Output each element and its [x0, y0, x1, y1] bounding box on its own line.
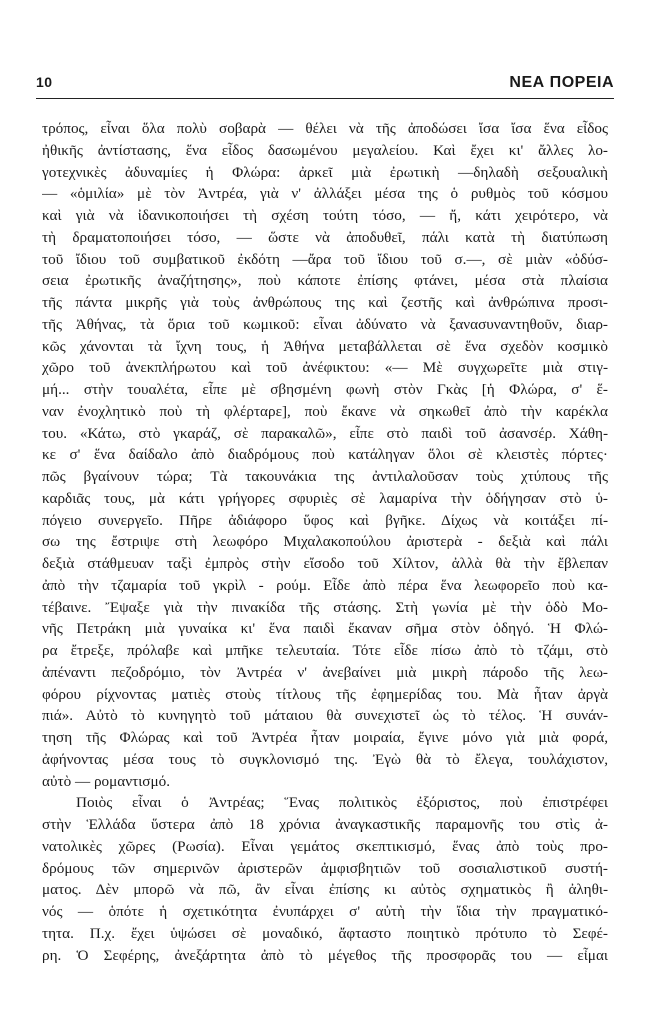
text-line: νός — ὁπότε ἡ σχετικότητα ἐνυπάρχει σ' αὐτὴ τὴν ἴδια τὴν πραγματικό- [42, 903, 608, 920]
text-line: τῆς Ἀθήνας, τὰ ὅρια τοῦ κωμικοῦ: εἶναι ἀδύνατο νὰ ξανασυναντηθοῦν, διαρ- [42, 315, 608, 333]
text-line: κῶς χάνονται τὰ ἴχνη τους, ἡ Ἀθήνα μεταβάλλεται σὲ ἕνα σχεδὸν κοσμικὸ [42, 337, 608, 355]
text-line: ἀπέναντι πεζοδρόμιο, τὸν Ἀντρέα ν' ἀνεβαίνει μιὰ μικρὴ πάροδο τῆς λεω- [42, 663, 608, 681]
text-line: τέβαινε. Ἔψαξε γιὰ τὴν πινακίδα τῆς στάσης. Στὴ γωνία μὲ τὴν ὁδὸ Μο- [42, 598, 608, 616]
text-line: μή... στὴν τουαλέτα, εἶπε μὲ σβησμένη φωνὴ στὸν Γκὰς [ἡ Φλώρα, σ' ἕ- [42, 381, 608, 398]
header-divider [36, 98, 614, 99]
text-line: τηση τῆς Φλώρας καὶ τοῦ Ἀντρέα ἦταν μοιραία, ἔγινε μόνο γιὰ μιὰ φορά, [42, 729, 608, 746]
text-line: τρόπος, εἶναι ὅλα πολὺ σοβαρὰ — θέλει νὰ τῆς ἀποδώσει ἴσα ἴσα ἕνα εἶδος [42, 120, 608, 137]
text-line: καρδιᾶς τους, μὰ κάτι γρήγορες σφυριὲς σὲ λαμαρίνα τὴν ὁδήγησαν στὸ ὑ- [42, 489, 608, 507]
page-header [36, 74, 614, 96]
text-line: Ποιὸς εἶναι ὁ Ἀντρέας; Ἕνας πολιτικὸς ἐξόριστος, ποὺ ἐπιστρέφει [76, 794, 608, 812]
text-line: τὴ δραματοποιήσει τόσο, — ὥστε νὰ ἀποδυθεῖ, πάλι κατὰ τὴ διατύπωση [42, 228, 608, 246]
text-line: δρόμους τῶν σημερινῶν ἀριστερῶν ἀμφισβητιῶν τοῦ σοσιαλιστικοῦ συστή- [42, 859, 608, 877]
text-line: τοῦ ἴδιου τοῦ συμβατικοῦ ἐκδότη —ἄρα τοῦ ἴδιου τοῦ σ.—, σὲ μιὰν «ὀδύσ- [42, 250, 608, 268]
text-line: τῆς πάντα μικρῆς γιὰ τοὺς ἀνθρώπους της καὶ ζεστῆς καὶ ἀνθρώπινα προσι- [42, 294, 608, 311]
text-line: χῶρο τοῦ ἀνεκπλήρωτου καὶ τοῦ ἀνέφικτου: «— Μὲ συγχωρεῖτε μιὰ στιγ- [42, 359, 608, 377]
text-line: ρα ἔτρεξε, πρόλαβε καὶ μπῆκε τελευταία. Τότε εἶδε πίσω ἀπὸ τὸ τζάμι, στὸ [42, 642, 608, 659]
text-line: δεξιὰ στάθμευαν ταξὶ ἐμπρὸς στὴν εἴσοδο τοῦ Χίλτον, ἀλλὰ θὰ τὴν ἔβλεπαν [42, 555, 608, 572]
text-line: σω της ἔστριψε στὴ λεωφόρο Μιχαλακοπούλου ἀριστερὰ - δεξιὰ καὶ πάλι [42, 533, 608, 551]
text-line: κε σ' ἕνα δαίδαλο ἀπὸ διαδρόμους ποὺ κατάληγαν ὅλοι σὲ κλειστὲς πόρτες· [42, 446, 608, 464]
text-line: σεια ἐρωτικῆς ἀναζήτησης», ποὺ κάποτε ἐπίσης φτάνει, μέσα στὰ πλαίσια [42, 272, 608, 290]
text-line: νῆς Πετράκη μιὰ γυναίκα κι' ἕνα παιδὶ ἔκαναν σῆμα στὸν ὁδηγό. Ἡ Φλώ- [42, 620, 608, 638]
text-line: πιά». Αὐτὸ τὸ κυνηγητὸ τοῦ μάταιου θὰ συνεχιστεῖ ὡς τὸ τέλος. Ἡ συνάν- [42, 707, 608, 725]
text-line: πῶς βγαίνουν τώρα; Τὰ τακουνάκια της ἀντιλαλοῦσαν τοὺς χτύπους τῆς [42, 468, 608, 485]
text-line: ἠθικῆς ἀντίστασης, ἕνα εἶδος δασωμένου μεγαλείου. Καὶ ἔχει κι' ἄλλες λο- [42, 141, 608, 159]
text-line: ματος. Δὲν μπορῶ νὰ πῶ, ἂν εἶναι ἐπίσης κι αὐτὸς σχηματικὸς ἢ ἀληθι- [42, 881, 608, 899]
body-text [42, 118, 608, 966]
text-line: στὴν Ἑλλάδα ὕστερα ἀπὸ 18 χρόνια ἀναγκαστικῆς παραμονῆς του στὶς ἀ- [42, 816, 608, 833]
text-line: πόγειο συνεργεῖο. Πῆρε ἀδιάφορο ὕφος καὶ βγῆκε. Δίχως νὰ κοιτάξει πί- [42, 511, 608, 529]
text-line: — «ὁμιλία» μὲ τὸν Ἀντρέα, γιὰ ν' ἀλλάξει μέσα της ὁ ρυθμὸς τοῦ κόσμου [42, 185, 608, 203]
text-line: ναν ἐνοχλητικὸ ποὺ τὴ φλέρταρε], ποὺ ἔκανε νὰ σηκωθεῖ ἀπὸ τὴν καρέκλα [42, 402, 608, 420]
text-line: αὐτὸ — ρομαντισμό. [42, 772, 171, 790]
text-line: ρη. Ὁ Σεφέρης, ἀνεξάρτητα ἀπὸ τὸ μέγεθος τῆς προσφορᾶς του — εἶμαι [42, 946, 608, 964]
text-line: ἀφήνοντας μέσα τους τὸ συγκλονισμό της. Ἐγὼ θὰ τὸ ἔλεγα, τουλάχιστον, [42, 750, 608, 768]
text-line: νατολικὲς χῶρες (Ρωσία). Εἶναι γεμάτος σκεπτικισμό, ἕνας ἀπὸ τοὺς προ- [42, 837, 608, 855]
text-line: καὶ γιὰ νὰ ἰδανικοποιήσει τὴ σχέση τούτη τόσο, — ἤ, κάτι χειρότερο, νὰ [42, 207, 608, 224]
text-line: του. «Κάτω, στὸ γκαράζ, σὲ παρακαλῶ», εἶπε στὸ παιδὶ τοῦ ἀσανσέρ. Χάθη- [42, 424, 608, 442]
page-number: 10 [36, 74, 53, 90]
text-line: φόρου ρίχνοντας ματιὲς στοὺς τίτλους τῆς ἐφημερίδας του. Μὰ ἦταν ἀργὰ [42, 685, 608, 703]
text-line: τητα. Π.χ. ἔχει ὑψώσει σὲ μοναδικό, ἄφταστο ποιητικὸ πρότυπο τὸ Σεφέ- [42, 924, 608, 942]
text-line: ἀπὸ τὴν τζαμαρία τοῦ γκρὶλ - ρούμ. Εἶδε ἀπὸ πέρα ἕνα λεωφορεῖο ποὺ κα- [42, 576, 608, 594]
text-line: γοτεχνικὲς ἀδυναμίες ἡ Φλώρα: ἀρκεῖ μιὰ ἐρωτικὴ —δηλαδὴ σεξουαλικὴ [42, 163, 608, 181]
running-title: ΝΕΑ ΠΟΡΕΙΑ [509, 74, 614, 91]
